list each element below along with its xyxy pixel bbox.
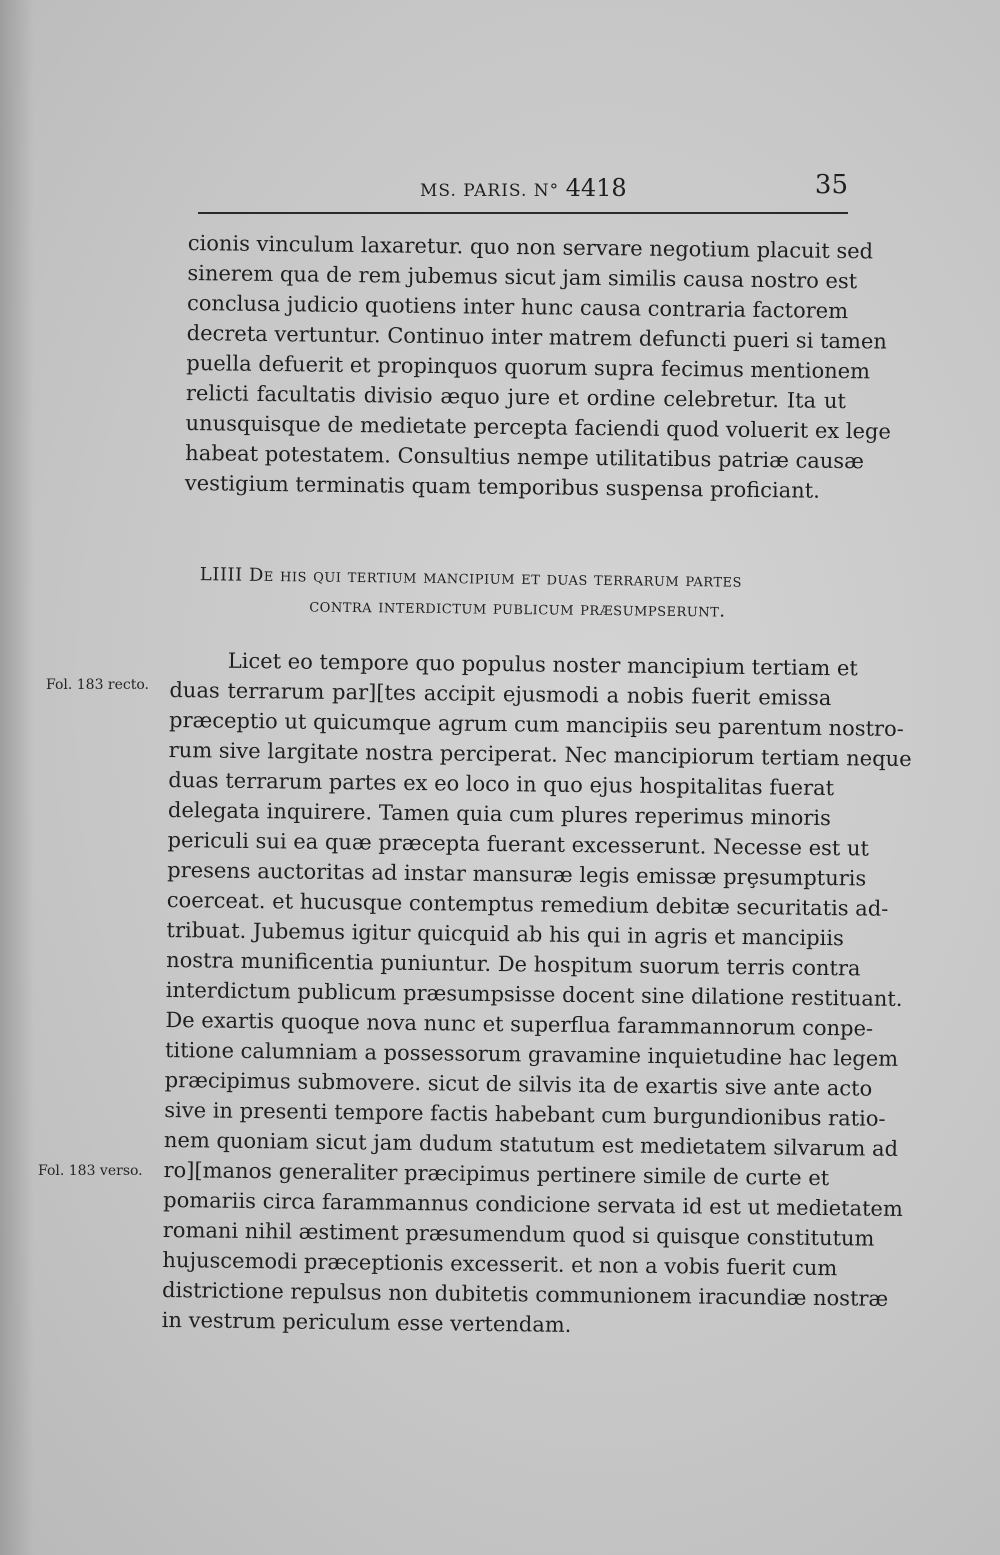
text-line: romani nihil æstiment præsumendum quod si quisque constitutum [162,1217,875,1251]
text-line: conclusa judicio quotiens inter hunc causa contraria factorem [186,290,849,324]
text-line: cionis vinculum laxaretur. quo non servare negotium placuit sed [187,230,874,264]
text-line: coerceat. et hucusque contemptus remedium debitæ securitatis ad- [166,887,889,921]
text-line: vestigium terminatis quam temporibus suspensa proficiant. [184,470,820,503]
binding-shadow [0,0,34,1555]
text-line: periculi sui ea quæ præcepta fuerant excesserunt. Necesse est ut [167,827,870,861]
paragraph-main [161,645,912,1343]
margin-note-recto: Fol. 183 recto. [46,677,150,693]
paragraph-top [184,228,892,506]
text-line: nostra munificentia puniuntur. De hospitum suorum terris contra [166,947,861,981]
text-line: sive in presenti tempore factis habebant cum burgundionibus ratio- [164,1097,886,1131]
margin-note-verso: Fol. 183 verso. [38,1163,143,1179]
text-line: pomariis circa farammannus condicione servata id est ut medietatem [163,1187,904,1221]
text-line: præceptio ut quicumque agrum cum mancipiis seu parentum nostro- [168,707,904,741]
text-line: titione calumniam a possessorum gravamine inquietudine hac legem [164,1037,899,1071]
text-line: præcipimus submovere. sicut de silvis ita de exartis sive ante acto [164,1067,873,1101]
heading-line: LIIII De his qui tertium mancipium et duas terrarum partes [199,564,743,592]
text-line: duas terrarum par][tes accipit ejusmodi a nobis fuerit emissa [169,677,832,711]
heading-line: contra interdictum publicum præsumpserunt. [309,595,726,622]
text-line: interdictum publicum præsumpsisse docent sine dilatione restituant. [165,977,903,1011]
text-line: districtione repulsus non dubitetis communionem iracundiæ nostræ [161,1277,889,1311]
text-line: hujuscemodi præceptionis excesserit. et non a vobis fuerit cum [162,1247,838,1281]
text-line: tribuat. Jubemus igitur quicquid ab his qui in agris et mancipiis [166,917,845,951]
text-line: rum sive largitate nostra perciperat. Nec mancipiorum tertiam neque [168,737,912,772]
text-line: decreta vertuntur. Continuo inter matrem defuncti pueri si tamen [186,320,888,354]
running-header [198,168,848,214]
text-line: unusquisque de medietate percepta faciendi quod voluerit ex lege [185,410,892,444]
text-line: ro][manos generaliter præcipimus pertinere simile de curte et [163,1157,830,1191]
text-line: in vestrum periculum esse vertendam. [161,1307,572,1337]
text-line: presens auctoritas ad instar mansuræ legis emissæ prȩsumpturis [167,857,867,891]
text-line: sinerem qua de rem jubemus sicut jam similis causa nostro est [187,260,858,294]
text-line: puella defuerit et propinquos quorum supra fecimus mentionem [186,350,871,384]
chapter-heading [189,560,846,628]
text-line: Licet eo tempore quo populus noster mancipium tertiam et [227,648,858,681]
text-line: duas terrarum partes ex eo loco in quo ejus hospitalitas fuerat [168,767,835,801]
text-line: delegata inquirere. Tamen quia cum plures reperimus minoris [167,797,832,831]
manuscript-number: 4418 [565,174,627,202]
text-line: De exartis quoque nova nunc et superflua farammannorum conpe- [165,1007,874,1041]
running-title-text: MS. PARIS. N° [420,181,560,201]
page-number: 35 [814,170,848,200]
text-line: habeat potestatem. Consultius nempe utilitatibus patriæ causæ [185,440,865,474]
text-line: relicti facultatis divisio æquo jure et ordine celebretur. Ita ut [185,380,847,414]
running-title [420,174,627,202]
text-line: nem quoniam sicut jam dudum statutum est medietatem silvarum ad [163,1127,899,1161]
